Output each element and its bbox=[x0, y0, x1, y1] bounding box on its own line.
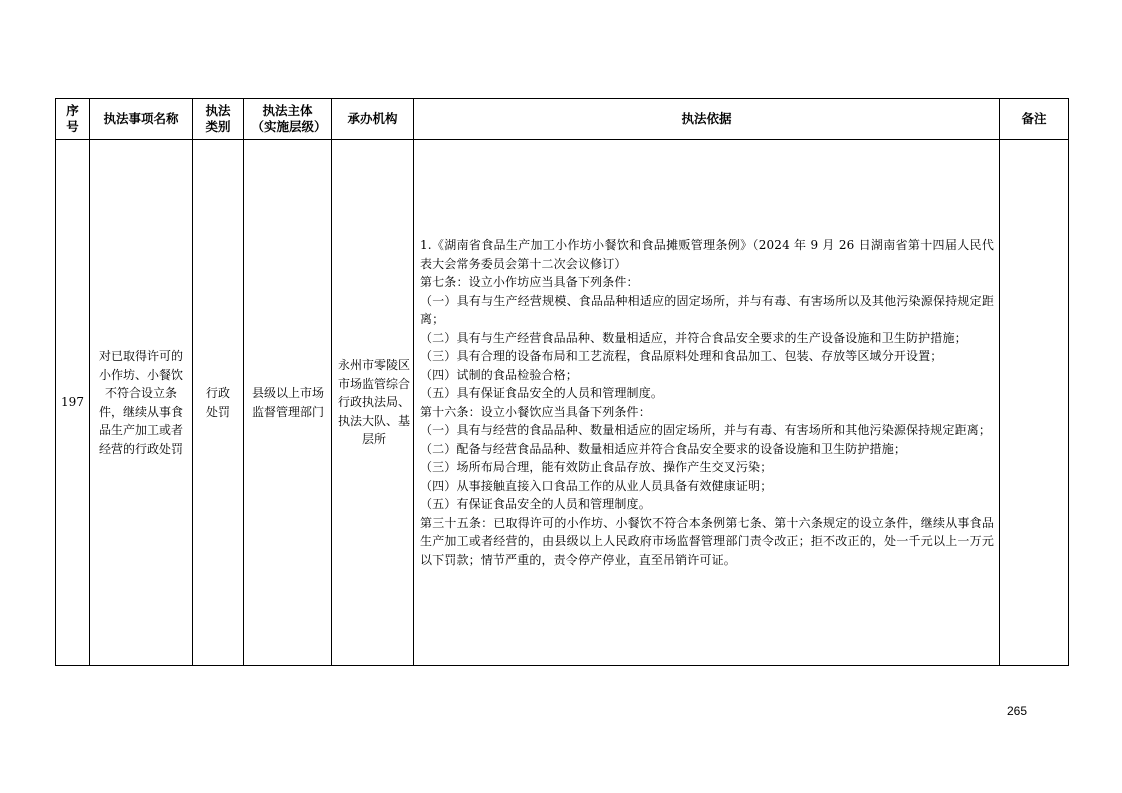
basis-line: （一）具有与生产经营规模、食品品种相适应的固定场所，并与有毒、有害场所以及其他污染源保持规定距离； bbox=[420, 293, 994, 326]
basis-line: （五）有保证食品安全的人员和管理制度。 bbox=[420, 497, 651, 511]
cell-basis bbox=[414, 140, 1000, 666]
header-seq bbox=[56, 99, 90, 140]
header-seq-label: 序号 bbox=[66, 103, 79, 134]
cell-seq: 197 bbox=[56, 140, 90, 666]
cell-subject bbox=[244, 140, 332, 666]
basis-line: （三）具有合理的设备布局和工艺流程，食品原料处理和食品加工、包装、存放等区域分开设置； bbox=[420, 349, 943, 363]
header-basis: 执法依据 bbox=[414, 99, 1000, 140]
basis-line: 第七条：设立小作坊应当具备下列条件： bbox=[420, 275, 639, 289]
page-number: 265 bbox=[1007, 704, 1028, 718]
item-name-text: 对已取得许可的小作坊、小餐饮不符合设立条件，继续从事食品生产加工或者经营的行政处罚 bbox=[98, 349, 183, 456]
basis-line: 1.《湖南省食品生产加工小作坊小餐饮和食品摊贩管理条例》（2024 年 9 月 26 日湖南省第十四届人民代表大会常务委员会第十二次会议修订） bbox=[420, 238, 994, 271]
header-item-name: 执法事项名称 bbox=[90, 99, 193, 140]
header-subject-label: 执法主体（实施层级） bbox=[251, 103, 327, 134]
agency-text: 永州市零陵区市场监管综合行政执法局、执法大队、基层所 bbox=[338, 358, 411, 447]
header-remarks: 备注 bbox=[1000, 99, 1069, 140]
table-row bbox=[56, 140, 1069, 666]
law-enforcement-table bbox=[55, 98, 1069, 666]
basis-line: 第十六条：设立小餐饮应当具备下列条件： bbox=[420, 404, 651, 419]
basis-line: （五）具有保证食品安全的人员和管理制度。 bbox=[420, 386, 664, 400]
basis-line: 第三十五条：已取得许可的小作坊、小餐饮不符合本条例第七条、第十六条规定的设立条件，继续从事食品生产加工或者经营的，由县级以上人民政府市场监督管理部门责令改正；拒不改正的，处一千元以上一万元以下罚款；情节严重的，责令停产停业，直至吊销许可证。 bbox=[420, 515, 994, 567]
basis-line: （二）配备与经营食品品种、数量相适应并符合食品安全要求的设备设施和卫生防护措施； bbox=[420, 441, 907, 456]
cell-item-name bbox=[90, 140, 193, 666]
subject-text: 县级以上市场监督管理部门 bbox=[251, 386, 324, 419]
basis-line: （四）从事接触直接入口食品工作的从业人员具备有效健康证明； bbox=[420, 478, 773, 493]
header-category bbox=[193, 99, 244, 140]
category-text: 行政处罚 bbox=[205, 386, 230, 419]
basis-line: （四）试制的食品检验合格； bbox=[420, 367, 578, 382]
basis-line: （一）具有与经营的食品品种、数量相适应的固定场所，并与有毒、有害场所和其他污染源保持规定距离； bbox=[420, 423, 992, 437]
basis-line: （三）场所布局合理，能有效防止食品存放、操作产生交叉污染； bbox=[420, 460, 773, 474]
header-subject bbox=[244, 99, 332, 140]
header-agency: 承办机构 bbox=[332, 99, 414, 140]
cell-remarks bbox=[1000, 140, 1069, 666]
cell-agency bbox=[332, 140, 414, 666]
table-header-row bbox=[56, 99, 1069, 140]
basis-line: （二）具有与生产经营食品品种、数量相适应，并符合食品安全要求的生产设备设施和卫生防护措施； bbox=[420, 330, 967, 345]
cell-category bbox=[193, 140, 244, 666]
header-category-label: 执法类别 bbox=[205, 103, 231, 134]
